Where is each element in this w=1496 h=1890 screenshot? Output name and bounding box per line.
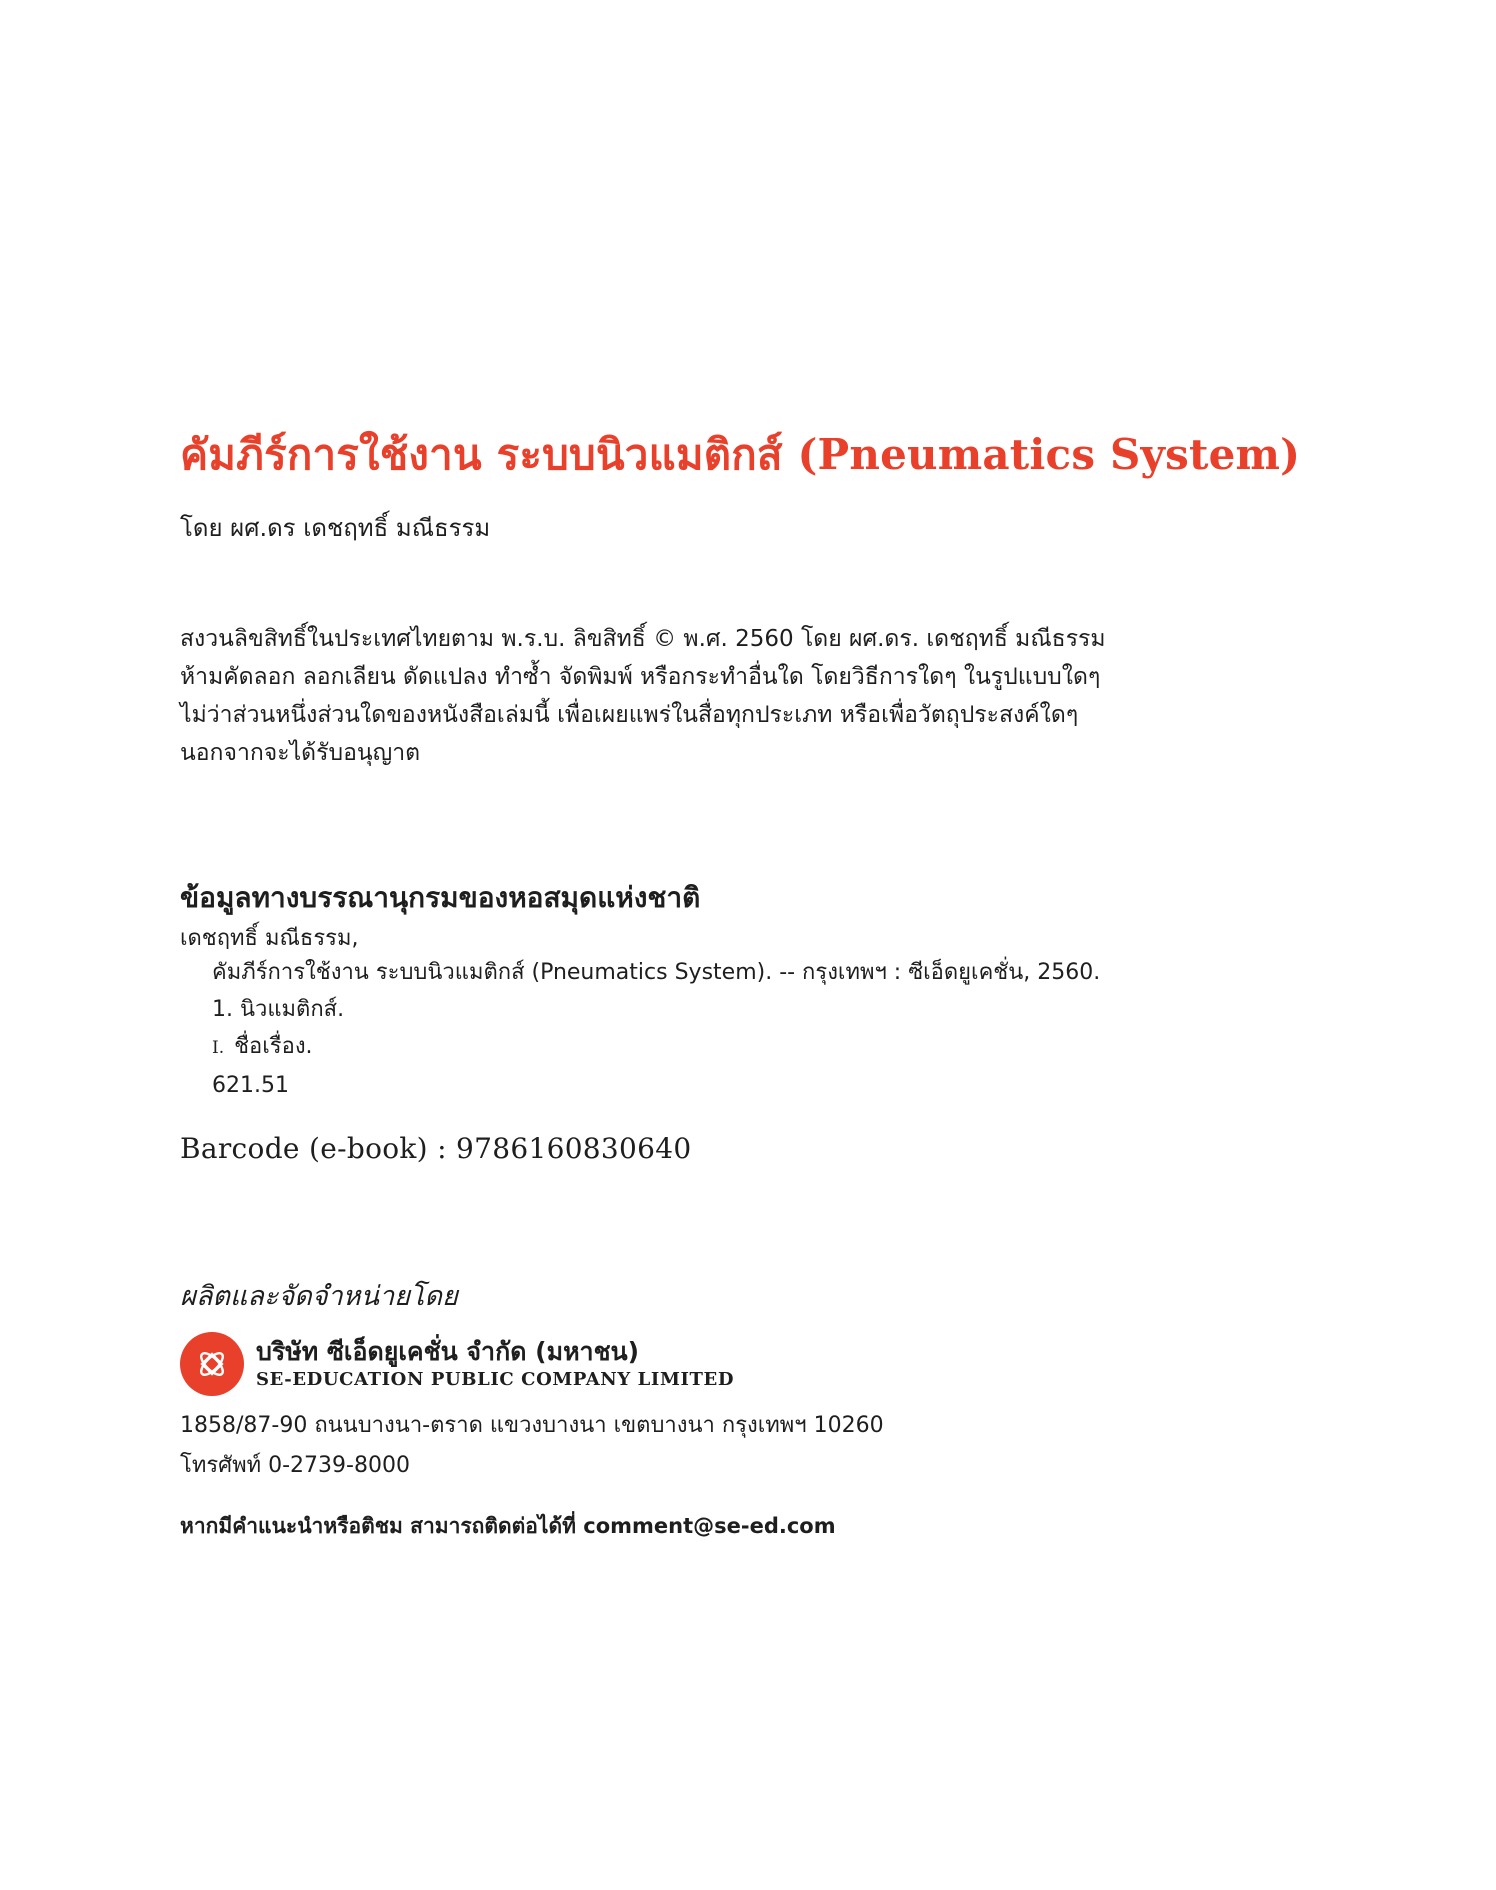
publisher-address-block [180,1406,884,1486]
copyright-line: นอกจากจะได้รับอนุญาต [180,740,421,766]
publisher-phone: โทรศัพท์ 0-2739-8000 [180,1453,410,1478]
publisher-name-english: SE-EDUCATION PUBLIC COMPANY LIMITED [256,1369,735,1390]
roman-numeral: I. [212,1038,225,1058]
copyright-line: สงวนลิขสิทธิ์ในประเทศไทยตาม พ.ร.บ. ลิขสิทธิ์ © พ.ศ. 2560 โดย ผศ.ดร. เดชฤทธิ์ มณีธรรม [180,626,1106,652]
book-title: คัมภีร์การใช้งาน ระบบนิวแมติกส์ (Pneumatics System) [180,430,1301,479]
copyright-line: ห้ามคัดลอก ลอกเลียน ดัดแปลง ทำซ้ำ จัดพิมพ์ หรือกระทำอื่นใด โดยวิธีการใดๆ ในรูปแบบใดๆ [180,664,1101,690]
catalog-classification: 621.51 [212,1073,289,1098]
publisher-name-thai: บริษัท ซีเอ็ดยูเคชั่น จำกัด (มหาชน) [256,1337,640,1366]
catalog-entries [212,954,1100,1104]
publisher-block [180,1332,734,1396]
catalog-author: เดชฤทธิ์ มณีธรรม, [180,926,359,951]
title-entry-text: ชื่อเรื่อง. [234,1034,313,1059]
produced-by-label: ผลิตและจัดจำหน่ายโดย [180,1281,458,1312]
publisher-names [256,1336,734,1392]
catalog-subject: 1. นิวแมติกส์. [212,997,345,1022]
author-line: โดย ผศ.ดร เดชฤทธิ์ มณีธรรม [180,514,491,542]
copyright-line: ไม่ว่าส่วนหนึ่งส่วนใดของหนังสือเล่มนี้ เพื่อเผยแพร่ในสื่อทุกประเภท หรือเพื่อวัตถุประสงค์ใดๆ [180,702,1079,728]
catalog-entry-title: คัมภีร์การใช้งาน ระบบนิวแมติกส์ (Pneumatics System). -- กรุงเทพฯ : ซีเอ็ดยูเคชั่น, 2560. [212,960,1101,985]
se-ed-logo-icon [180,1332,244,1396]
contact-line: หากมีคำแนะนำหรือติชม สามารถติดต่อได้ที่ comment@se-ed.com [180,1514,836,1538]
catalog-heading: ข้อมูลทางบรรณานุกรมของหอสมุดแห่งชาติ [180,881,701,914]
copyright-notice [180,620,1280,772]
barcode-line: Barcode (e-book) : 9786160830640 [180,1132,692,1165]
publisher-address: 1858/87-90 ถนนบางนา-ตราด แขวงบางนา เขตบางนา กรุงเทพฯ 10260 [180,1413,884,1438]
catalog-title-entry [212,1028,1100,1067]
